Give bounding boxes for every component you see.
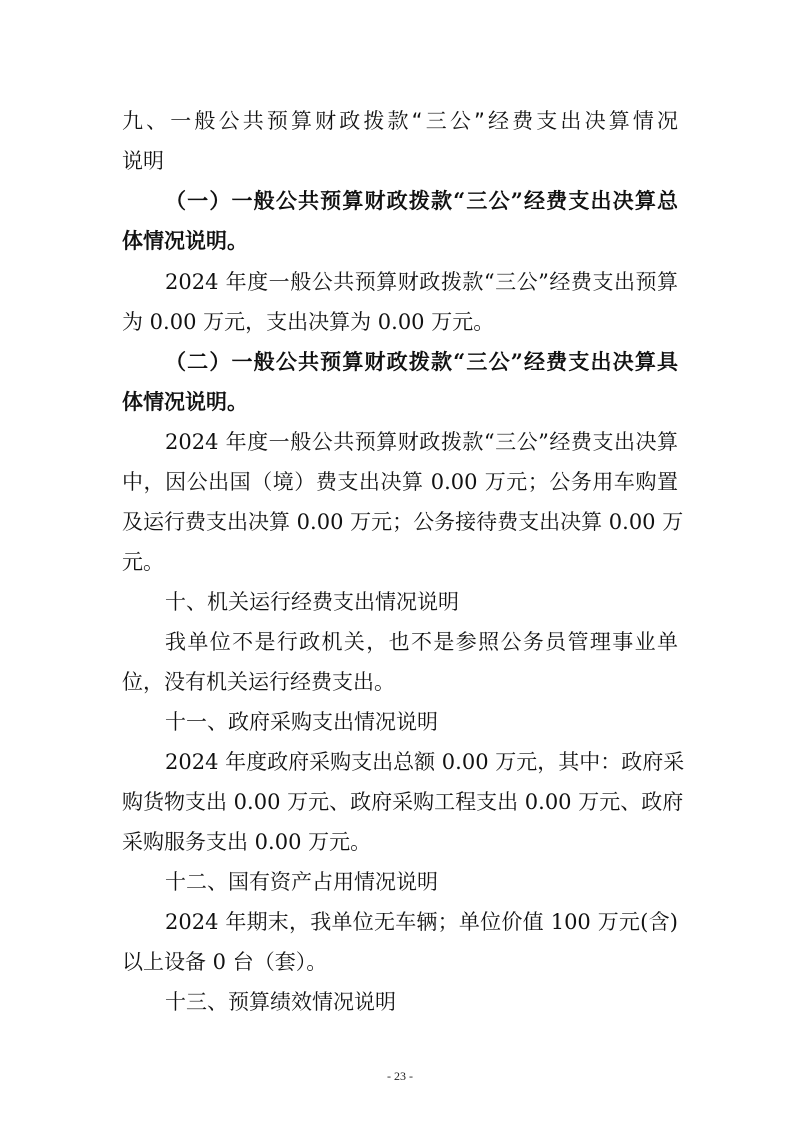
section-13-heading: 十三、预算绩效情况说明 [165,990,396,1014]
subsection-2-paragraph-line-4: 元。 [122,550,164,574]
section-11-paragraph-line-1: 2024 年度政府采购支出总额 0.00 万元，其中：政府采 [165,750,685,774]
page-number: - 23 - [387,1069,413,1083]
subsection-2-paragraph-line-1: 2024 年度一般公共预算财政拨款“三公”经费支出决算 [165,430,678,454]
section-12-paragraph-line-1: 2024 年期末，我单位无车辆；单位价值 100 万元(含) [165,910,678,934]
section-11-paragraph-line-3: 采购服务支出 0.00 万元。 [122,830,372,854]
section-10-paragraph-line-2: 位，没有机关运行经费支出。 [122,670,395,694]
subsection-1-paragraph-line-1: 2024 年度一般公共预算财政拨款“三公”经费支出预算 [165,270,678,294]
subsection-2-paragraph-line-3: 及运行费支出决算 0.00 万元；公务接待费支出决算 0.00 万 [122,510,684,534]
section-10-paragraph-line-1: 我单位不是行政机关，也不是参照公务员管理事业单 [165,630,678,654]
section-11-heading: 十一、政府采购支出情况说明 [165,710,438,734]
section-9-heading-line-2: 说明 [122,149,164,173]
subsection-2-heading-line-2: 体情况说明。 [122,389,248,414]
section-12-heading: 十二、国有资产占用情况说明 [165,870,438,894]
subsection-2-paragraph-line-2: 中，因公出国（境）费支出决算 0.00 万元；公务用车购置 [122,470,678,494]
subsection-1-heading-line-2: 体情况说明。 [122,228,248,253]
subsection-1-paragraph-line-2: 为 0.00 万元，支出决算为 0.00 万元。 [122,310,495,334]
section-12-paragraph-line-2: 以上设备 0 台（套）。 [122,950,328,974]
subsection-1-heading-line-1: （一）一般公共预算财政拨款“三公”经费支出决算总 [165,188,678,213]
section-11-paragraph-line-2: 购货物支出 0.00 万元、政府采购工程支出 0.00 万元、政府 [122,790,684,814]
section-10-heading: 十、机关运行经费支出情况说明 [165,590,459,614]
subsection-2-heading-line-1: （二）一般公共预算财政拨款“三公”经费支出决算具 [165,349,678,374]
section-9-heading-line-1: 九、一般公共预算财政拨款“三公”经费支出决算情况 [122,109,678,133]
